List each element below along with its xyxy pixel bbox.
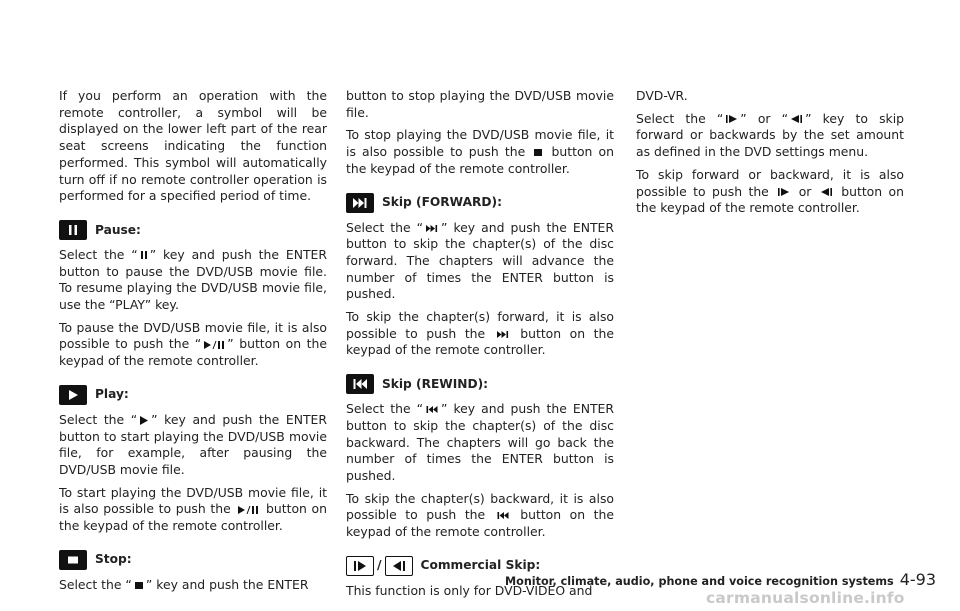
stop-icon	[533, 148, 543, 157]
play-pause-icon	[203, 340, 225, 350]
pause-icon	[59, 220, 87, 240]
watermark: carmanualsonline.info	[706, 589, 905, 607]
play-pause-icon	[237, 505, 259, 515]
play-icon	[139, 415, 149, 426]
skip-forward-icon	[496, 330, 510, 339]
stop-icon	[134, 581, 144, 590]
skip-forward-icon	[346, 193, 374, 213]
play-heading: Play:	[59, 384, 327, 406]
pause-icon	[140, 250, 148, 260]
skip-rewind-icon	[346, 374, 374, 394]
commercial-skip-paragraph-1: This function is only for DVD-VIDEO and	[346, 582, 593, 598]
commercial-skip-paragraph-2: Select the “ ” or “ ” key to skip forward or backwards by the set amount as defined in the DVD settings menu.	[636, 110, 905, 160]
column-1	[59, 88, 327, 599]
pause-paragraph-2: To pause the DVD/USB movie file, it is also possible to push the “ ” button on the keypad of the remote controller.	[59, 319, 327, 369]
commercial-skip-heading: / Commercial Skip:	[346, 555, 614, 577]
commercial-skip-forward-icon	[725, 114, 738, 124]
skip-forward-paragraph-2: To skip the chapter(s) forward, it is also possible to push the button on the keypad of the remote controller.	[346, 309, 614, 358]
page-footer	[505, 570, 936, 589]
commercial-skip-forward-icon	[777, 187, 790, 197]
commercial-skip-back-icon	[790, 114, 803, 124]
intro-paragraph: If you perform an operation with the remote controller, a symbol will be displayed on the lower left part of the rear seat screens indicating the function performed. This symbol will automatically turn off if no remote controller operation is performed for a specified period of time.	[59, 88, 327, 204]
commercial-skip-back-icon	[385, 556, 413, 576]
commercial-skip-forward-icon	[346, 556, 374, 576]
stop-paragraph-1: Select the “ ” key and push the ENTER	[59, 576, 309, 592]
pause-heading: Pause:	[59, 219, 327, 241]
commercial-skip-continued: DVD-VR.	[636, 88, 688, 103]
skip-rewind-paragraph-1: Select the “ ” key and push the ENTER button to skip the chapter(s) of the disc backward. The chapters will go back the number of times the ENTER button is pushed.	[346, 401, 614, 483]
column-2	[346, 88, 614, 605]
skip-rewind-icon	[496, 511, 510, 520]
skip-rewind-icon	[425, 405, 439, 414]
play-paragraph-2: To start playing the DVD/USB movie file, it is also possible to push the button on the keypad of the remote controller.	[59, 484, 327, 534]
stop-heading: Stop:	[59, 549, 327, 571]
pause-paragraph-1: Select the “ ” key and push the ENTER button to pause the DVD/USB movie file. To resume playing the DVD/USB movie file, use the “PLAY” key.	[59, 246, 327, 313]
section-title: Monitor, climate, audio, phone and voice recognition systems	[505, 575, 894, 588]
skip-rewind-paragraph-2: To skip the chapter(s) backward, it is also possible to push the button on the keypad of the remote controller.	[346, 490, 614, 540]
play-paragraph-1: Select the “ ” key and push the ENTER button to start playing the DVD/USB movie file, for example, after pausing the DVD/USB movie file.	[59, 411, 327, 477]
commercial-skip-paragraph-3: To skip forward or backward, it is also possible to push the or button on the keypad of the remote controller.	[636, 166, 904, 216]
skip-forward-paragraph-1: Select the “ ” key and push the ENTER button to skip the chapter(s) of the disc forward. The chapters will advance the number of times the ENTER button is pushed.	[346, 219, 614, 302]
play-icon	[59, 385, 87, 405]
skip-forward-heading: Skip (FORWARD):	[346, 192, 614, 214]
skip-forward-icon	[425, 224, 439, 233]
column-3	[636, 88, 904, 223]
stop-continued: button to stop playing the DVD/USB movie file.	[346, 88, 614, 120]
skip-rewind-heading: Skip (REWIND):	[346, 373, 614, 395]
stop-paragraph-2: To stop playing the DVD/USB movie file, it is also possible to push the button on the keypad of the remote controller.	[346, 127, 614, 176]
commercial-skip-back-icon	[820, 187, 833, 197]
stop-icon	[59, 550, 87, 570]
page-number: 4-93	[899, 570, 937, 589]
